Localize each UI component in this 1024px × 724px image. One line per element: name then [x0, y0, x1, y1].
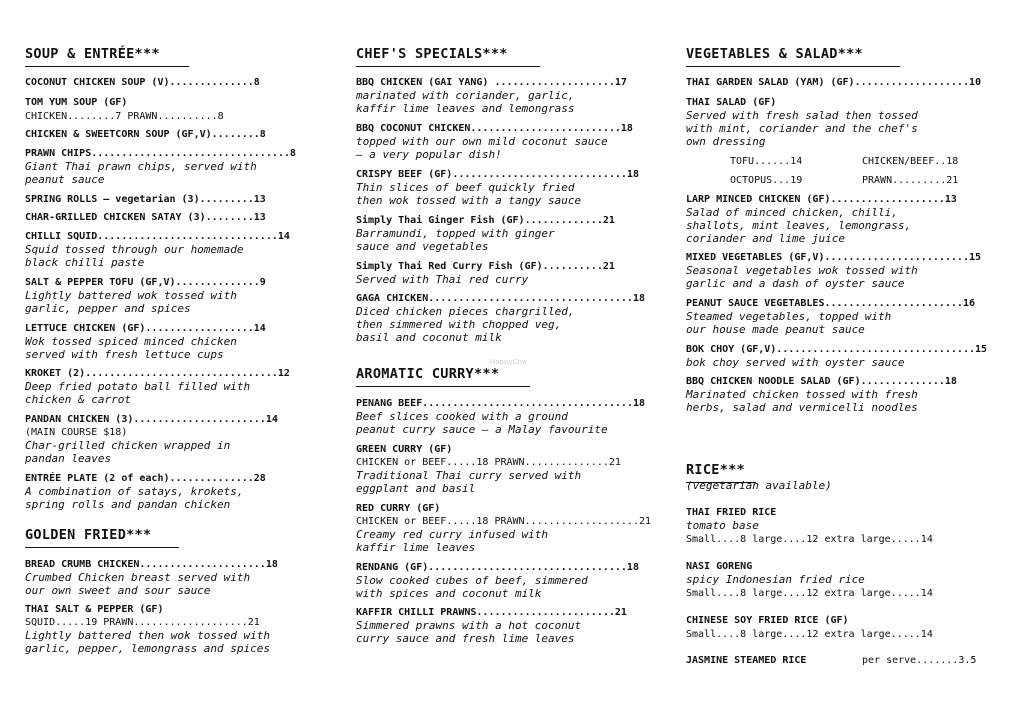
item-bbq-chicken-desc: kaffir lime leaves and lemongrass	[356, 102, 575, 115]
item-bbq-chicken-noodle-salad: BBQ CHICKEN NOODLE SALAD (GF)..............18	[686, 376, 957, 387]
item-entree-plate: ENTRÉE PLATE (2 of each)..............28	[25, 473, 266, 484]
section-vegetables-salad: VEGETABLES & SALAD***	[686, 46, 863, 62]
item-thai-salad-desc: own dressing	[686, 135, 766, 148]
item-larp-desc: Salad of minced chicken, chilli,	[686, 206, 898, 219]
item-thai-salad-desc: with mint, coriander and the chef's	[686, 122, 918, 135]
item-penang-beef: PENANG BEEF...................................18	[356, 398, 645, 409]
item-coconut-chicken-soup: COCONUT CHICKEN SOUP (V)..............8	[25, 77, 260, 88]
item-pandan-desc: pandan leaves	[25, 452, 112, 465]
item-nasi-goreng: NASI GORENG	[686, 561, 753, 572]
item-jasmine-steamed-rice: JASMINE STEAMED RICE	[686, 655, 807, 666]
option-octopus: OCTOPUS...19	[730, 175, 803, 186]
item-penang-desc: Beef slices cooked with a ground	[356, 410, 568, 423]
item-rendang: RENDANG (GF).................................18	[356, 562, 639, 573]
item-mixed-vegetables-desc: Seasonal vegetables wok tossed with	[686, 264, 918, 277]
item-mixed-vegetables-desc: garlic and a dash of oyster sauce	[686, 277, 905, 290]
item-thai-salt-pepper-options: SQUID.....19 PRAWN...................21	[25, 617, 260, 628]
item-kroket: KROKET (2)................................12	[25, 368, 290, 379]
item-ginger-fish: Simply Thai Ginger Fish (GF).............21	[356, 215, 615, 226]
rice-vegetarian-note: (vegetarian available)	[686, 479, 832, 492]
item-larp-minced-chicken: LARP MINCED CHICKEN (GF)...................13	[686, 194, 957, 205]
item-tofu-desc: Lightly battered wok tossed with	[25, 289, 237, 302]
option-prawn: PRAWN.........21	[862, 175, 959, 186]
item-tom-yum-soup: TOM YUM SOUP (GF)	[25, 97, 128, 108]
item-entree-plate-desc: spring rolls and pandan chicken	[25, 498, 231, 511]
item-red-curry-options: CHICKEN or BEEF.....18 PRAWN...................21	[356, 516, 652, 527]
item-bok-choy-desc: bok choy served with oyster sauce	[686, 356, 905, 369]
item-kaffir-desc: curry sauce and fresh lime leaves	[356, 632, 575, 645]
item-red-curry-fish: Simply Thai Red Curry Fish (GF)..........21	[356, 261, 615, 272]
item-chinese-soy-fried-rice: CHINESE SOY FRIED RICE (GF)	[686, 615, 849, 626]
item-nasi-goreng-desc: spicy Indonesian fried rice	[686, 573, 865, 586]
item-chilli-squid-desc: black chilli paste	[25, 256, 145, 269]
section-soup-entree: SOUP & ENTRÉE***	[25, 46, 160, 62]
item-tofu-desc: garlic, pepper and spices	[25, 302, 191, 315]
item-thai-fried-rice-desc: tomato base	[686, 519, 759, 532]
item-lettuce-chicken: LETTUCE CHICKEN (GF)..................14	[25, 323, 266, 334]
item-red-curry-desc: kaffir lime leaves	[356, 541, 476, 554]
item-peanut-sauce-desc: Steamed vegetables, topped with	[686, 310, 892, 323]
item-larp-desc: shallots, mint leaves, lemongrass,	[686, 219, 912, 232]
item-thai-salad: THAI SALAD (GF)	[686, 97, 777, 108]
item-chicken-satay: CHAR-GRILLED CHICKEN SATAY (3)........13	[25, 212, 266, 223]
item-thai-salt-pepper: THAI SALT & PEPPER (GF)	[25, 604, 164, 615]
item-salt-pepper-tofu: SALT & PEPPER TOFU (GF,V)..............9	[25, 277, 266, 288]
item-gaga-desc: Diced chicken pieces chargrilled,	[356, 305, 575, 318]
item-gaga-desc: basil and coconut milk	[356, 331, 502, 344]
item-pandan-desc: Char-grilled chicken wrapped in	[25, 439, 231, 452]
item-green-curry-desc: Traditional Thai curry served with	[356, 469, 582, 482]
section-aromatic-curry: AROMATIC CURRY***	[356, 366, 499, 382]
item-lettuce-desc: served with fresh lettuce cups	[25, 348, 224, 361]
item-bbq-chicken-desc: marinated with coriander, garlic,	[356, 89, 575, 102]
item-kroket-desc: chicken & carrot	[25, 393, 131, 406]
section-golden-fried: GOLDEN FRIED***	[25, 527, 151, 543]
item-bread-crumb-chicken: BREAD CRUMB CHICKEN.....................18	[25, 559, 278, 570]
item-thai-fried-rice: THAI FRIED RICE	[686, 507, 777, 518]
item-bbq-chicken: BBQ CHICKEN (GAI YANG) ....................17	[356, 77, 627, 88]
item-kaffir-desc: Simmered prawns with a hot coconut	[356, 619, 582, 632]
item-red-curry-fish-desc: Served with Thai red curry	[356, 273, 529, 286]
item-thai-salt-pepper-desc: Lightly battered then wok tossed with	[25, 629, 271, 642]
item-prawn-chips-desc: Giant Thai prawn chips, served with	[25, 160, 257, 173]
item-prawn-chips: PRAWN CHIPS.................................8	[25, 148, 296, 159]
item-peanut-sauce-desc: our house made peanut sauce	[686, 323, 865, 336]
item-nasi-goreng-sizes: Small....8 large....12 extra large.....14	[686, 588, 933, 599]
item-penang-desc: peanut curry sauce – a Malay favourite	[356, 423, 608, 436]
item-green-curry-options: CHICKEN or BEEF.....18 PRAWN..............21	[356, 457, 621, 468]
item-peanut-sauce-vegetables: PEANUT SAUCE VEGETABLES.......................16	[686, 298, 975, 309]
item-chinese-soy-sizes: Small....8 large....12 extra large.....14	[686, 629, 933, 640]
item-crispy-beef-desc: then wok tossed with a tangy sauce	[356, 194, 582, 207]
item-mixed-vegetables: MIXED VEGETABLES (GF,V)........................15	[686, 252, 982, 263]
item-bok-choy: BOK CHOY (GF,V).................................15	[686, 344, 988, 355]
item-green-curry-desc: eggplant and basil	[356, 482, 476, 495]
item-ginger-fish-desc: sauce and vegetables	[356, 240, 489, 253]
item-kroket-desc: Deep fried potato ball filled with	[25, 380, 251, 393]
item-thai-garden-salad: THAI GARDEN SALAD (YAM) (GF)...................10	[686, 77, 982, 88]
item-prawn-chips-desc: peanut sauce	[25, 173, 105, 186]
item-gaga-chicken: GAGA CHICKEN..................................18	[356, 293, 645, 304]
item-green-curry: GREEN CURRY (GF)	[356, 444, 453, 455]
section-chefs-specials: CHEF'S SPECIALS***	[356, 46, 508, 62]
item-chilli-squid: CHILLI SQUID..............................14	[25, 231, 290, 242]
item-bread-crumb-desc: our own sweet and sour sauce	[25, 584, 211, 597]
item-noodle-salad-desc: herbs, salad and vermicelli noodles	[686, 401, 918, 414]
item-noodle-salad-desc: Marinated chicken tossed with fresh	[686, 388, 918, 401]
item-lettuce-desc: Wok tossed spiced minced chicken	[25, 335, 237, 348]
item-spring-rolls: SPRING ROLLS – vegetarian (3).........13	[25, 194, 266, 205]
item-kaffir-chilli-prawns: KAFFIR CHILLI PRAWNS.......................21	[356, 607, 627, 618]
item-thai-salad-desc: Served with fresh salad then tossed	[686, 109, 918, 122]
item-bbq-coconut-chicken: BBQ COCONUT CHICKEN.........................18	[356, 123, 633, 134]
item-rendang-desc: Slow cooked cubes of beef, simmered	[356, 574, 588, 587]
item-bread-crumb-desc: Crumbed Chicken breast served with	[25, 571, 251, 584]
item-larp-desc: coriander and lime juice	[686, 232, 845, 245]
option-tofu: TOFU......14	[730, 156, 803, 167]
item-entree-plate-desc: A combination of satays, krokets,	[25, 485, 244, 498]
item-tom-yum-options: CHICKEN........7 PRAWN..........8	[25, 111, 224, 122]
item-rendang-desc: with spices and coconut milk	[356, 587, 542, 600]
watermark: HappyCow	[490, 358, 528, 366]
item-chicken-sweetcorn-soup: CHICKEN & SWEETCORN SOUP (GF,V)........8	[25, 129, 266, 140]
item-red-curry-desc: Creamy red curry infused with	[356, 528, 549, 541]
item-red-curry: RED CURRY (GF)	[356, 503, 441, 514]
item-bbq-coconut-desc: – a very popular dish!	[356, 148, 502, 161]
option-chicken-beef: CHICKEN/BEEF..18	[862, 156, 959, 167]
item-thai-salt-pepper-desc: garlic, pepper, lemongrass and spices	[25, 642, 271, 655]
item-chilli-squid-desc: Squid tossed through our homemade	[25, 243, 244, 256]
item-pandan-chicken: PANDAN CHICKEN (3)......................14	[25, 414, 278, 425]
item-ginger-fish-desc: Barramundi, topped with ginger	[356, 227, 555, 240]
item-gaga-desc: then simmered with chopped veg,	[356, 318, 562, 331]
item-crispy-beef: CRISPY BEEF (GF).............................18	[356, 169, 639, 180]
item-pandan-main-course: (MAIN COURSE $18)	[25, 427, 128, 438]
item-jasmine-price: per serve.......3.5	[862, 655, 977, 666]
item-thai-fried-rice-sizes: Small....8 large....12 extra large.....14	[686, 534, 933, 545]
item-crispy-beef-desc: Thin slices of beef quickly fried	[356, 181, 575, 194]
item-bbq-coconut-desc: topped with our own mild coconut sauce	[356, 135, 608, 148]
section-rice: RICE***	[686, 462, 745, 478]
